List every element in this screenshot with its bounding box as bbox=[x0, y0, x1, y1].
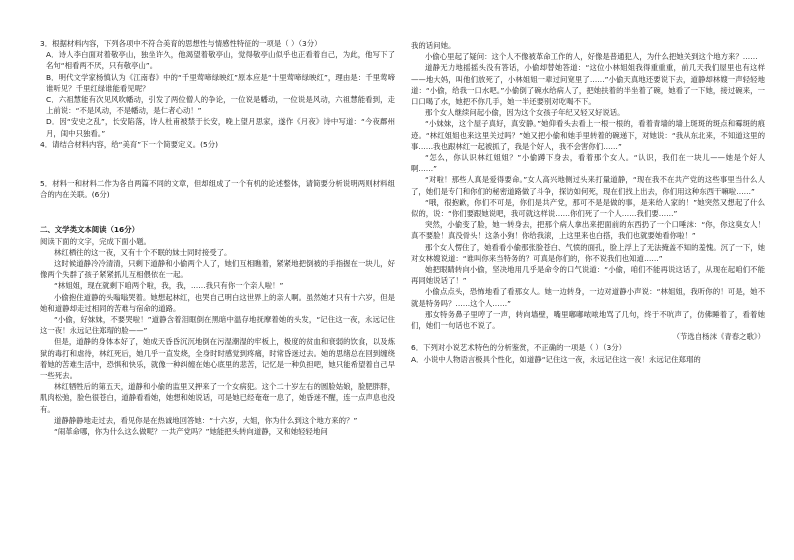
question-6-option-a: A．小说中人物语言极具个性化，如道静“记住这一夜，永远记住这一夜！永远记住郑瑁的 bbox=[411, 354, 701, 364]
passage-paragraph: 这时候道静冷冷清清，只剩下道静和小偷两个人了，她们互相瞧着，紧紧地把倒被的手指握在一块儿，好像两个失群了孩子紧紧抓儿互相偎依在一起。 bbox=[40, 259, 395, 280]
answer-space bbox=[40, 150, 395, 178]
passage-paragraph: “小妹妹，这个屋子真好，真安静。”她仰看头去看上一根一根的，看着青墙的墙上斑斑的斑点和霉斑的痕迹。“林红姐姐也来这里关过吗？”她又把小偷和她手里转着的碗递下，对她说：“我从东北来，不知道这里的事……我也跟林红一起被抓了，我是个好人，我不会害你们……” bbox=[411, 119, 765, 151]
passage-paragraph: 道静静静地走过去，看见你是在热诚地回答她：“十六岁，大姐，你为什么到这个地方来的？” bbox=[54, 415, 358, 425]
passage-paragraph: 那女特务鼻子里哼了一声，转向墙壁，嘴里嘟嘟哝哝地骂了几句，终于不吭声了，仿佛睡着了，看着她们，她们一句话也不说了。 bbox=[411, 309, 765, 331]
passage-paragraph: 那个女人愣住了，她看看小偷那张脸苍白、气愤的面孔，脸上浮上了无法掩盖不知的羞愧。沉了一下，她对女林嫂说道：“谁叫你来当特务的？可真是你们的，你不说我们也知道……” bbox=[411, 242, 765, 263]
question-3-stem: 3．根据材料内容，下列各项中不符合美育的思想性与情感性特征的一项是（ ）（3分） bbox=[40, 39, 322, 48]
passage-paragraph: 那个女人继续问起小偷，因为这个女孩子年纪又轻又好说话。 bbox=[425, 108, 625, 118]
reading-instruction: 阅读下面的文字，完成下面小题。 bbox=[40, 236, 151, 246]
passage-source: （节选自杨沫《青春之歌》） bbox=[672, 332, 765, 342]
left-column bbox=[40, 38, 395, 437]
passage-paragraph: 突然，小偷变了脸，她一转身去，把那个病人拿出来把面前的东西扔了一个口唾沫：“你，你这臭女人！真不要脸！真没骨头！这条小狗！你给我滚，上这里来也白搭，我们也就要她看你啦！” bbox=[411, 220, 765, 241]
passage-paragraph: 小偷心里起了疑问：这个人不像被革命工作的人，好像是普通犯人，为什么把她关到这个地方来？…… bbox=[425, 52, 758, 62]
question-3-option-a: A．诗人李白面对着敬亭山，独坐许久，他渴望着敬亭山，觉得敬亭山似乎也正看着自己，为此，他写下了名句“相看两不厌，只有敬亭山”。 bbox=[46, 50, 395, 71]
passage-paragraph: 但是，道静的身体本好了，她成天昏昏沉沉地倒在污湿潮湿的牢板上，极度的贫血和衰弱的饮食，以及炼狱的毒打和虐待，林红死后，她几乎一直发烧，全身时时感觉到疼痛，时常昏迷过去。她的思绪总在回到缠绕着她的苦难生活中，恐惧和快乐，就像一种纠缠在她心底里的悲苦，记忆是一种负担吧，她只能希望着自己早一些死去。 bbox=[40, 337, 395, 381]
passage-paragraph: 林红牺牲后的第五天，道静和小偷的监里又押来了一个女病犯。这个二十岁左右的圆脸姑娘，脸肥胖胖，肌肉松弛，脸色很苍白，道静看看她，她想和她说话，可是她已经奄奄一息了，她昏迷不醒，连一点声息也没有。 bbox=[40, 382, 395, 414]
passage-paragraph: 她把眼睛转向小偷，坚决地用几乎是命令的口气说道：“小偷，咱们不能再说这话了，从现在起咱们不能再同她说话了！” bbox=[411, 265, 765, 286]
passage-paragraph: 道静无力地摇摇头没有答话，小偷却替她答道：“这位小林姐姐我得重重重，前几天我们屋里也有这样——地大妈，叫他们放死了，小林姐姐一辈过问宽里了……”小偷天真地还要说下去，道静却林嫂一声轻轻地道：“小偷，给我一口水吧。”小偷倒了碗水给病人了，把她扶着的半坐着了碗，她看了一下她，接过碗来，一口口喝了水，她把不你几手，她一半还要别对吃喝不下。 bbox=[411, 63, 765, 107]
passage-paragraph: “哦，很抱歉，你们不可是，你们是共产党，那可不是是做的事，是来给人家的！”她突然又想起了什么似的，说：“你们要跟她说吧，我可就这样说……你们死了一个人……我们要……” bbox=[411, 197, 765, 219]
question-3-option-d: D．因“安史之乱”，长安陷落，诗人杜甫被禁于长安，晚上望月思家，遂作《月夜》诗中写道：“今夜鄜州月，闺中只独看。” bbox=[46, 117, 395, 138]
question-6-stem: 6．下列对小说艺术特色的分析鉴赏，不正确的一项是（ ）（3分） bbox=[411, 343, 626, 353]
question-3-option-c: C．六祖慧能有次见风吹幡动，引发了两位僧人的争论，一位说是幡动，一位说是风动，六祖慧能看到，走上前说：“不是风动，不是幡动，是仁者心动！” bbox=[46, 95, 395, 116]
passage-paragraph: “怎么，你认识林红姐姐？”小偷蹲下身去，看着那个女人。“认识，我们在一块儿——她是个好人啊……” bbox=[411, 153, 765, 174]
passage-paragraph: “闹革命哪，你为什么这么做呢？一共产党吗？”她能把头转向道静，又和她轻轻地问 bbox=[54, 427, 328, 437]
passage-paragraph: “小偷，好妹妹，不要哭啦！”道静含着泪眶倒在黑暗中温存地抚摩着她的头发，“记住这一夜，永远记住这一夜！永远记住郑瑁的脸——” bbox=[40, 315, 395, 336]
passage-paragraph: 我的话问她。 bbox=[411, 41, 456, 50]
passage-paragraph: 小偷抱住道静的头嗡嗡哭着。她想起林红，也哭自己明白这世界上的亲人啊。虽然她才只有十六岁，但是她和道静却走过相同的苦难与宿命的道路。 bbox=[40, 292, 395, 313]
passage-paragraph: 小偷点点头，恐怖地看了看那女人。她一边转身，一边对道静小声说：“林姐姐，我听你的！可是，她不就是特务吗？……这个人……” bbox=[411, 287, 765, 308]
question-5: 5．材料一和材料二作为各自两篇不同的文章，但却组成了一个有机的论述整体，请简要分析说明两则材料组合的内在关联。(6分) bbox=[40, 179, 395, 200]
answer-space bbox=[40, 200, 395, 224]
right-column bbox=[411, 40, 765, 365]
passage-paragraph: “林姐姐，现在就剩下咱两个啦，我，我，……我只有你一个亲人啦！” bbox=[54, 281, 284, 291]
question-3-option-b: B．明代文学家杨慎认为《江南春》中的“千里莺啼绿映红”原本应是“十里莺啼绿映红”，理由是：千里莺啼谁听见？千里红绿谁能看见呢？ bbox=[46, 72, 395, 93]
question-4: 4．请结合材料内容，给“美育”下一个简要定义。(5分) bbox=[40, 139, 219, 149]
section-title: 二、文学类文本阅读（16分） bbox=[40, 225, 139, 235]
passage-paragraph: 林红栖往的这一夜，又有十个不眠的妹士同时接受了。 bbox=[54, 247, 232, 257]
passage-paragraph: “对啦！那些人真是爱得要命。”女人高兴地侧过头来打量道静，“现在我不在共产党的这些事里当什么人了，她们是专门和你们的秘密道路做了斗争，探访如何死，现在们找上出去，你们用这种东西干嘛啦……” bbox=[411, 175, 765, 196]
